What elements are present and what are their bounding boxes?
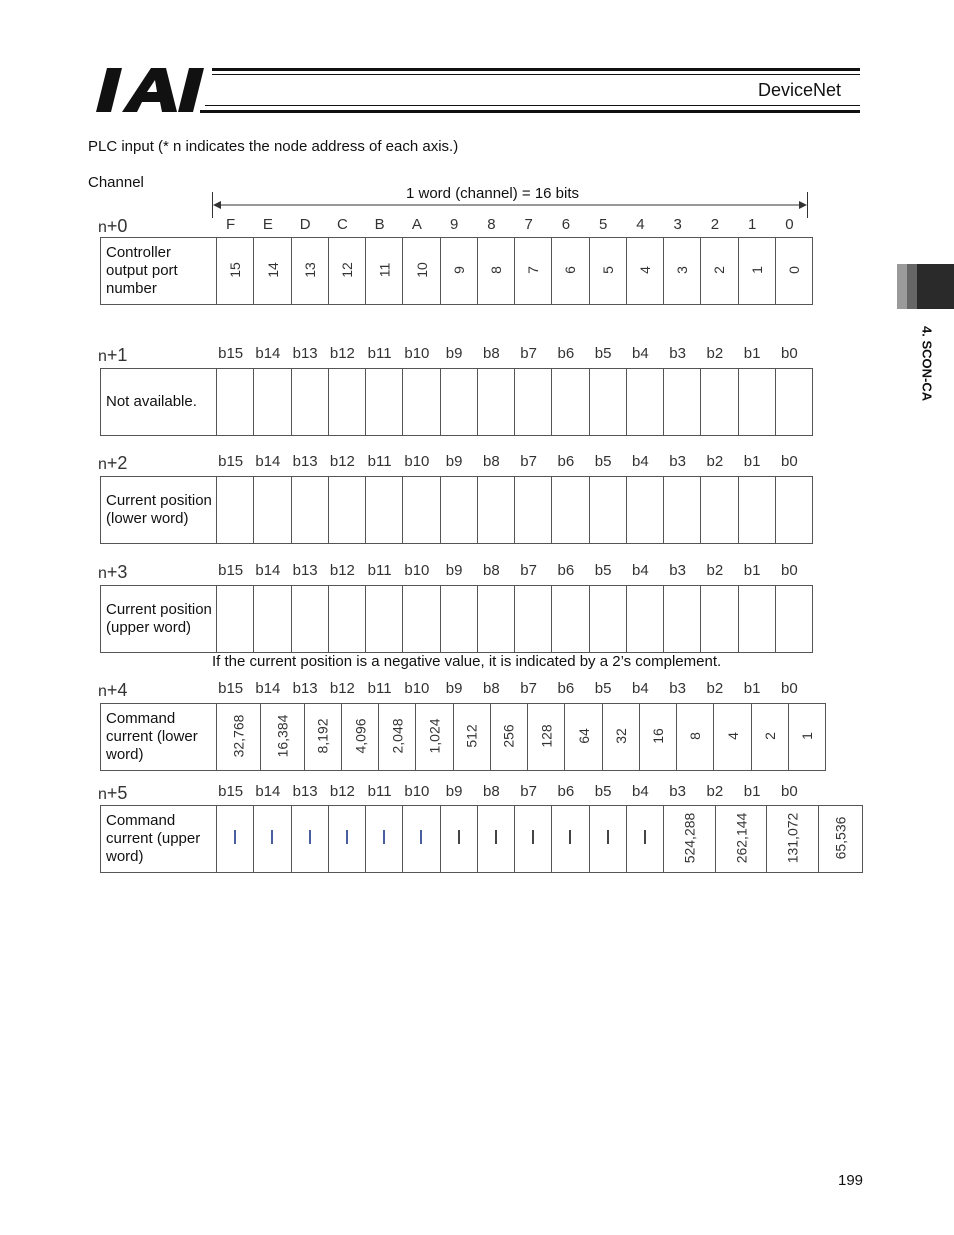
bit-value: 13	[301, 262, 318, 278]
bit-cell	[366, 806, 403, 873]
unused-bit-mark	[458, 830, 460, 844]
bit-header: b15	[218, 680, 244, 697]
bit-cell	[291, 238, 328, 305]
bit-header: b13	[292, 783, 318, 800]
bit-cell	[775, 369, 812, 436]
bit-cell	[701, 238, 738, 305]
bit-header: b7	[520, 345, 537, 362]
bit-header: 5	[598, 216, 608, 233]
bit-value: 1,024	[426, 718, 443, 754]
bit-header: 3	[673, 216, 682, 233]
bit-value: 128	[538, 724, 555, 748]
bit-header: b9	[445, 680, 463, 697]
bit-cell	[552, 586, 589, 653]
bit-header: b6	[557, 680, 575, 697]
bit-header-row	[212, 453, 808, 473]
register-table	[100, 237, 813, 305]
bit-cell	[775, 238, 812, 305]
bit-header-row	[212, 216, 808, 236]
bit-cell	[775, 586, 812, 653]
bit-cell	[291, 477, 328, 544]
bit-header: b13	[292, 562, 318, 579]
unused-bit-mark	[309, 830, 311, 844]
register-table	[100, 585, 813, 653]
bit-value: 7	[525, 266, 542, 274]
bit-header: b11	[367, 453, 392, 470]
bit-cell	[626, 369, 663, 436]
bit-cell	[515, 477, 552, 544]
bit-cell	[328, 586, 365, 653]
bit-cell	[589, 238, 626, 305]
bit-cell	[552, 477, 589, 544]
register-table	[100, 368, 813, 436]
bit-cell	[818, 806, 862, 873]
bit-value: 256	[501, 724, 518, 748]
bit-cell	[328, 238, 365, 305]
header-rule-thin	[212, 74, 860, 75]
register-table	[100, 805, 863, 873]
bit-cell	[602, 704, 639, 771]
bit-cell	[626, 477, 663, 544]
bit-header: 4	[636, 216, 645, 233]
bit-header: b2	[706, 562, 724, 579]
bit-header: b14	[255, 345, 281, 362]
channel-offset: +0	[106, 216, 128, 236]
bit-value: 262,144	[732, 812, 749, 864]
bit-value: 9	[450, 266, 467, 274]
channel-prefix: n	[98, 786, 107, 803]
bit-header: b14	[255, 680, 281, 697]
bit-cell	[291, 369, 328, 436]
bit-cell	[304, 704, 341, 771]
bit-header: b14	[255, 783, 281, 800]
bit-header: b4	[632, 562, 649, 579]
register-description: Current position (lower word)	[101, 477, 217, 544]
bit-cell	[589, 806, 626, 873]
bit-header: B	[374, 216, 385, 233]
bit-header: b3	[669, 345, 686, 362]
word-size-label: 1 word (channel) = 16 bits	[406, 185, 580, 202]
bit-cell	[552, 369, 589, 436]
unused-bit-mark	[234, 830, 236, 844]
bit-header: b13	[292, 680, 318, 697]
bit-header: 9	[449, 216, 459, 233]
bit-cell	[664, 806, 716, 873]
bit-header-row	[212, 783, 808, 803]
bit-header: b12	[329, 345, 355, 362]
bit-cell	[328, 477, 365, 544]
bit-cell	[366, 238, 403, 305]
bit-cell	[403, 238, 440, 305]
bit-cell	[589, 477, 626, 544]
bit-header: 2	[710, 216, 720, 233]
bit-header: b6	[557, 453, 575, 470]
channel-prefix: n	[98, 219, 107, 236]
bit-header: b12	[329, 453, 355, 470]
header-rule-bottom	[200, 110, 860, 113]
bit-header: b2	[706, 345, 724, 362]
bit-header: b8	[483, 562, 500, 579]
bit-header: b5	[594, 345, 612, 362]
bit-value: 10	[413, 262, 430, 278]
bit-header: b1	[743, 680, 761, 697]
bit-cell	[664, 586, 701, 653]
bit-value: 11	[376, 262, 393, 278]
bit-cell	[788, 704, 825, 771]
bit-header: b15	[218, 562, 244, 579]
bit-header: b15	[218, 453, 244, 470]
bit-value: 4,096	[352, 718, 369, 754]
bit-cell	[217, 477, 254, 544]
bit-cell	[589, 369, 626, 436]
bit-cell	[403, 806, 440, 873]
section-title: DeviceNet	[757, 80, 841, 100]
bit-cell	[751, 704, 788, 771]
bit-header: b3	[669, 680, 686, 697]
bit-value: 8	[687, 732, 704, 740]
bit-cell	[260, 704, 304, 771]
bit-header: b12	[329, 562, 355, 579]
unused-bit-mark	[383, 830, 385, 844]
bit-header: b4	[632, 345, 649, 362]
unused-bit-mark	[346, 830, 348, 844]
table-row	[101, 238, 813, 305]
table-row	[101, 369, 813, 436]
bit-header: b0	[781, 345, 798, 362]
bit-cell	[254, 586, 291, 653]
bit-cell	[328, 369, 365, 436]
bit-cell	[440, 477, 477, 544]
channel-label-row	[98, 562, 127, 583]
bit-header: b8	[483, 783, 500, 800]
channel-offset: +1	[106, 345, 128, 365]
register-description: Current position (upper word)	[101, 586, 217, 653]
channel-label-row	[98, 680, 127, 701]
bit-cell	[366, 477, 403, 544]
register-description: Controller output port number	[101, 238, 217, 305]
bit-header: 1	[747, 216, 757, 233]
bit-header: b12	[329, 783, 355, 800]
bit-header: 8	[487, 216, 496, 233]
bit-cell	[254, 806, 291, 873]
bit-cell	[626, 806, 663, 873]
bit-value: 16	[650, 728, 667, 744]
bit-cell	[217, 586, 254, 653]
table-row	[101, 586, 813, 653]
bit-value: 4	[636, 266, 653, 274]
bit-cell	[589, 586, 626, 653]
bit-header: b10	[404, 345, 430, 362]
iai-logo	[93, 66, 208, 114]
bit-header: b9	[445, 562, 463, 579]
bit-cell	[477, 238, 514, 305]
bit-cell	[701, 477, 738, 544]
bit-header: b15	[218, 783, 244, 800]
bit-header: b8	[483, 453, 500, 470]
bit-header: b10	[404, 562, 430, 579]
unused-bit-mark	[607, 830, 609, 844]
bit-header: b11	[367, 783, 392, 800]
bit-cell	[440, 586, 477, 653]
channel-offset: +5	[106, 783, 128, 803]
bit-cell	[403, 586, 440, 653]
chapter-tab	[897, 264, 954, 309]
unused-bit-mark	[271, 830, 273, 844]
bit-header: b9	[445, 453, 463, 470]
bit-header: E	[262, 216, 273, 233]
bit-value: 3	[674, 266, 691, 274]
bit-cell	[552, 806, 589, 873]
bit-header: F	[226, 216, 236, 233]
bit-header: b5	[594, 562, 612, 579]
register-description: Not available.	[101, 369, 217, 436]
bit-cell	[515, 238, 552, 305]
bit-value: 1	[748, 266, 765, 274]
bit-header-row	[212, 562, 808, 582]
bit-header: b8	[483, 680, 500, 697]
bit-cell	[379, 704, 416, 771]
bit-cell	[715, 806, 767, 873]
bit-header: b9	[445, 783, 463, 800]
channel-prefix: n	[98, 456, 107, 473]
channel-prefix: n	[98, 565, 107, 582]
bit-header: b0	[781, 562, 798, 579]
bit-cell	[254, 369, 291, 436]
bit-cell	[767, 806, 819, 873]
bit-header: b10	[404, 680, 430, 697]
bit-cell	[291, 806, 328, 873]
bit-cell	[341, 704, 378, 771]
bit-header: b5	[594, 783, 612, 800]
channel-offset: +3	[106, 562, 128, 582]
bit-cell	[528, 704, 565, 771]
bit-header: b1	[743, 345, 761, 362]
bit-header: b3	[669, 453, 686, 470]
bit-header: b4	[632, 783, 649, 800]
page-number: 199	[838, 1172, 864, 1189]
bit-value: 512	[463, 724, 480, 748]
bit-header: b0	[781, 680, 798, 697]
negative-value-note: If the current position is a negative value, it is indicated by a 2’s complement.	[212, 653, 722, 670]
bit-value: 5	[599, 266, 616, 274]
bit-cell	[366, 586, 403, 653]
bit-header: b1	[743, 453, 761, 470]
bit-cell	[477, 806, 514, 873]
bit-value: 14	[264, 262, 281, 278]
unused-bit-mark	[569, 830, 571, 844]
bit-value: 6	[562, 266, 579, 274]
bit-cell	[738, 238, 775, 305]
header-rule-top	[212, 68, 860, 71]
bit-cell	[328, 806, 365, 873]
bit-header: 6	[561, 216, 571, 233]
bit-header: b7	[520, 680, 537, 697]
bit-value: 16,384	[274, 714, 291, 758]
register-description: Command current (upper word)	[101, 806, 217, 873]
bit-header: b8	[483, 345, 500, 362]
bit-cell	[217, 238, 254, 305]
bit-header: b0	[781, 453, 798, 470]
bit-header: b6	[557, 783, 575, 800]
bit-cell	[664, 369, 701, 436]
bit-cell	[701, 369, 738, 436]
bit-header: b9	[445, 345, 463, 362]
bit-header: b6	[557, 345, 575, 362]
bit-cell	[775, 477, 812, 544]
bit-cell	[714, 704, 751, 771]
bit-header: b2	[706, 453, 724, 470]
bit-header-row	[212, 345, 808, 365]
bit-value: 64	[575, 728, 592, 744]
bit-header-row	[212, 680, 808, 700]
bit-header: b5	[594, 453, 612, 470]
bit-header: b11	[367, 562, 392, 579]
bit-cell	[664, 238, 701, 305]
bit-header: b11	[367, 345, 392, 362]
unused-bit-mark	[495, 830, 497, 844]
bit-cell	[403, 477, 440, 544]
bit-value: 2	[761, 732, 778, 740]
bit-header: b2	[706, 783, 724, 800]
bit-value: 2,048	[389, 718, 406, 754]
bit-value: 2	[711, 266, 728, 274]
bit-header: b1	[743, 562, 761, 579]
bit-header: b11	[367, 680, 392, 697]
bit-header: D	[299, 216, 311, 233]
unused-bit-mark	[644, 830, 646, 844]
channel-label-row	[98, 783, 127, 804]
bit-header: 7	[524, 216, 533, 233]
bit-header: b4	[632, 680, 649, 697]
bit-header: b10	[404, 783, 430, 800]
bit-cell	[453, 704, 490, 771]
intro-text: PLC input (* n indicates the node address of each axis.)	[88, 138, 459, 155]
bit-cell	[490, 704, 527, 771]
bit-cell	[626, 238, 663, 305]
bit-header: b6	[557, 562, 575, 579]
channel-prefix: n	[98, 683, 107, 700]
bit-cell	[701, 586, 738, 653]
bit-cell	[515, 806, 552, 873]
channel-offset: +4	[106, 680, 128, 700]
bit-cell	[552, 238, 589, 305]
bit-cell	[477, 477, 514, 544]
unused-bit-mark	[532, 830, 534, 844]
bit-header: C	[336, 216, 348, 233]
bit-header: b3	[669, 562, 686, 579]
bit-cell	[416, 704, 453, 771]
bit-value: 0	[785, 266, 802, 274]
bit-cell	[738, 586, 775, 653]
unused-bit-mark	[420, 830, 422, 844]
bit-value: 131,072	[784, 812, 801, 864]
bit-header: b4	[632, 453, 649, 470]
bit-value: 32,768	[230, 714, 247, 758]
bit-header: b3	[669, 783, 686, 800]
bit-header: A	[411, 216, 422, 233]
bit-header: 0	[785, 216, 794, 233]
channel-label-row	[98, 453, 127, 474]
bit-value: 1	[799, 732, 816, 740]
bit-cell	[565, 704, 602, 771]
chapter-tab-label: 4. SCON-CA	[919, 326, 935, 402]
bit-value: 4	[724, 732, 741, 740]
bit-cell	[477, 369, 514, 436]
bit-header: b0	[781, 783, 798, 800]
bit-cell	[515, 369, 552, 436]
bit-cell	[291, 586, 328, 653]
bit-cell	[639, 704, 676, 771]
bit-cell	[254, 477, 291, 544]
bit-cell	[366, 369, 403, 436]
bit-value: 65,536	[832, 816, 849, 860]
bit-value: 8	[487, 266, 504, 274]
bit-cell	[440, 806, 477, 873]
bit-header: b7	[520, 453, 537, 470]
bit-value: 15	[227, 262, 244, 278]
bit-cell	[440, 238, 477, 305]
table-row	[101, 704, 826, 771]
bit-header: b13	[292, 453, 318, 470]
bit-header: b7	[520, 783, 537, 800]
table-row	[101, 806, 863, 873]
channel-label-row	[98, 345, 127, 366]
bit-value: 8,192	[314, 718, 331, 754]
bit-header: b13	[292, 345, 318, 362]
bit-cell	[254, 238, 291, 305]
channel-offset: +2	[106, 453, 128, 473]
bit-cell	[677, 704, 714, 771]
bit-cell	[217, 806, 254, 873]
bit-header: b5	[594, 680, 612, 697]
bit-header: b14	[255, 562, 281, 579]
table-row	[101, 477, 813, 544]
bit-header: b2	[706, 680, 724, 697]
bit-cell	[738, 477, 775, 544]
bit-cell	[217, 704, 261, 771]
bit-value: 12	[338, 262, 355, 278]
bit-cell	[738, 369, 775, 436]
bit-cell	[477, 586, 514, 653]
bit-cell	[217, 369, 254, 436]
bit-header: b10	[404, 453, 430, 470]
bit-cell	[403, 369, 440, 436]
bit-value: 524,288	[681, 812, 698, 864]
channel-prefix: n	[98, 348, 107, 365]
bit-header: b15	[218, 345, 244, 362]
register-description: Command current (lower word)	[101, 704, 217, 771]
bit-cell	[440, 369, 477, 436]
bit-header: b12	[329, 680, 355, 697]
channel-label-row	[98, 216, 127, 237]
bit-value: 32	[612, 728, 629, 744]
bit-cell	[626, 586, 663, 653]
bit-header: b1	[743, 783, 761, 800]
bit-cell	[664, 477, 701, 544]
register-table	[100, 476, 813, 544]
channel-label: Channel	[88, 174, 144, 191]
bit-header: b14	[255, 453, 281, 470]
header-rule-bottom-thin	[205, 105, 860, 106]
bit-cell	[515, 586, 552, 653]
bit-header: b7	[520, 562, 537, 579]
register-table	[100, 703, 826, 771]
